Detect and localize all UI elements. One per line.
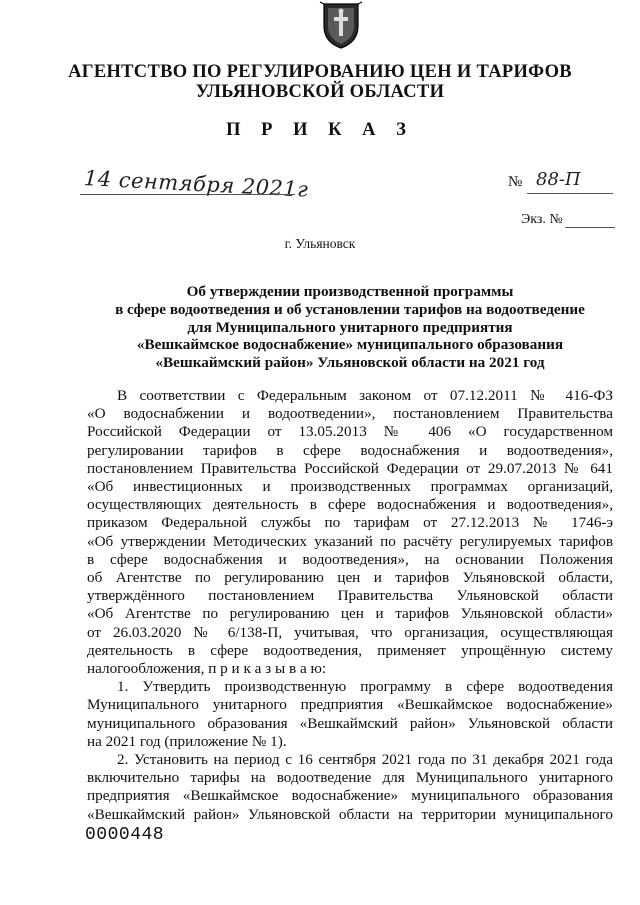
date-underline (80, 194, 295, 195)
handwritten-date: 14 сентября 2021г (83, 166, 309, 202)
order-number-underline (527, 193, 613, 194)
order-body (87, 387, 613, 824)
subject-line: «Вешкаймский район» Ульяновской области на 2021 год (155, 354, 545, 372)
body-line: об Агентстве по регулированию цен и тарифов Ульяновской области, (87, 569, 613, 587)
body-line: Российской Федерации от 13.05.2013 № 406 «О государственном (87, 423, 613, 441)
subject-line: «Вешкаймское водоснабжение» муниципального образования (136, 336, 564, 354)
body-line: 2. Установить на период с 16 сентября 2021 года по 31 декабря 2021 года (117, 751, 613, 769)
order-subject (80, 283, 620, 372)
body-line: утверждённого постановлением Правительства Ульяновской области (87, 587, 613, 605)
document-serial-code: 0000448 (85, 825, 165, 845)
body-line: «Вешкаймский район» Ульяновской области на территории муниципального (87, 805, 613, 823)
subject-line: в сфере водоотведения и об установлении тарифов на водоотведение (115, 300, 585, 318)
subject-line: Об утверждении производственной программы (186, 283, 514, 300)
body-line: регулировании тарифов в сфере водоснабжения и водоотведения», (87, 441, 613, 459)
order-number-label: № (508, 174, 523, 190)
copy-number-blank (565, 227, 615, 228)
body-line: предприятия «Вешкаймское водоснабжение» муниципального образования (87, 787, 613, 805)
body-line: на 2021 год (приложение № 1). (87, 732, 287, 750)
body-line: приказом Федеральной службы по тарифам от 27.12.2013 № 1746-э (87, 514, 613, 532)
body-line: деятельность в сфере водоотведения, применяет упрощённую систему (87, 641, 613, 659)
body-line: от 26.03.2020 № 6/138-П, учитывая, что организация, осуществляющая (87, 623, 613, 641)
body-line: муниципального образования «Вешкаймский район» Ульяновской области (87, 714, 613, 732)
body-line: постановлением Правительства Российской Федерации от 29.07.2013 № 641 (87, 459, 613, 477)
body-line: Муниципального унитарного предприятия «Вешкаймское водоснабжение» (87, 696, 613, 714)
body-line: включительно тарифы на водоотведение для Муниципального унитарного (87, 769, 613, 787)
agency-name-line2: УЛЬЯНОВСКОЙ ОБЛАСТИ (195, 82, 445, 102)
body-line: в сфере водоснабжения и водоотведения», на основании Положения (87, 550, 613, 568)
body-line: «Об утверждении Методических указаний по расчёту регулируемых тарифов (87, 532, 613, 550)
body-line: осуществляющих деятельность в сфере водоснабжения и водоотведения», (87, 496, 613, 514)
copy-number-label: Экз. № (521, 212, 563, 227)
body-line: «О водоснабжении и водоотведении», постановлением Правительства (87, 405, 613, 423)
city-line: г. Ульяновск (284, 236, 356, 251)
body-line: «Об инвестиционных и производственных программах организаций, (87, 478, 613, 496)
body-line: «Об Агентстве по регулированию цен и тарифов Ульяновской области» (87, 605, 613, 623)
body-line: налогообложения, п р и к а з ы в а ю: (87, 660, 327, 678)
document-type-title: П Р И К А З (226, 120, 414, 140)
coat-of-arms-icon (318, 0, 364, 50)
body-line: В соответствии с Федеральным законом от 07.12.2011 № 416-ФЗ (117, 387, 613, 404)
handwritten-order-number: 88-П (536, 169, 581, 190)
body-line: 1. Утвердить производственную программу в сфере водоотведения (117, 678, 613, 696)
subject-line: для Муниципального унитарного предприятия (187, 318, 513, 336)
agency-name-line1: АГЕНТСТВО ПО РЕГУЛИРОВАНИЮ ЦЕН И ТАРИФОВ (68, 62, 572, 82)
